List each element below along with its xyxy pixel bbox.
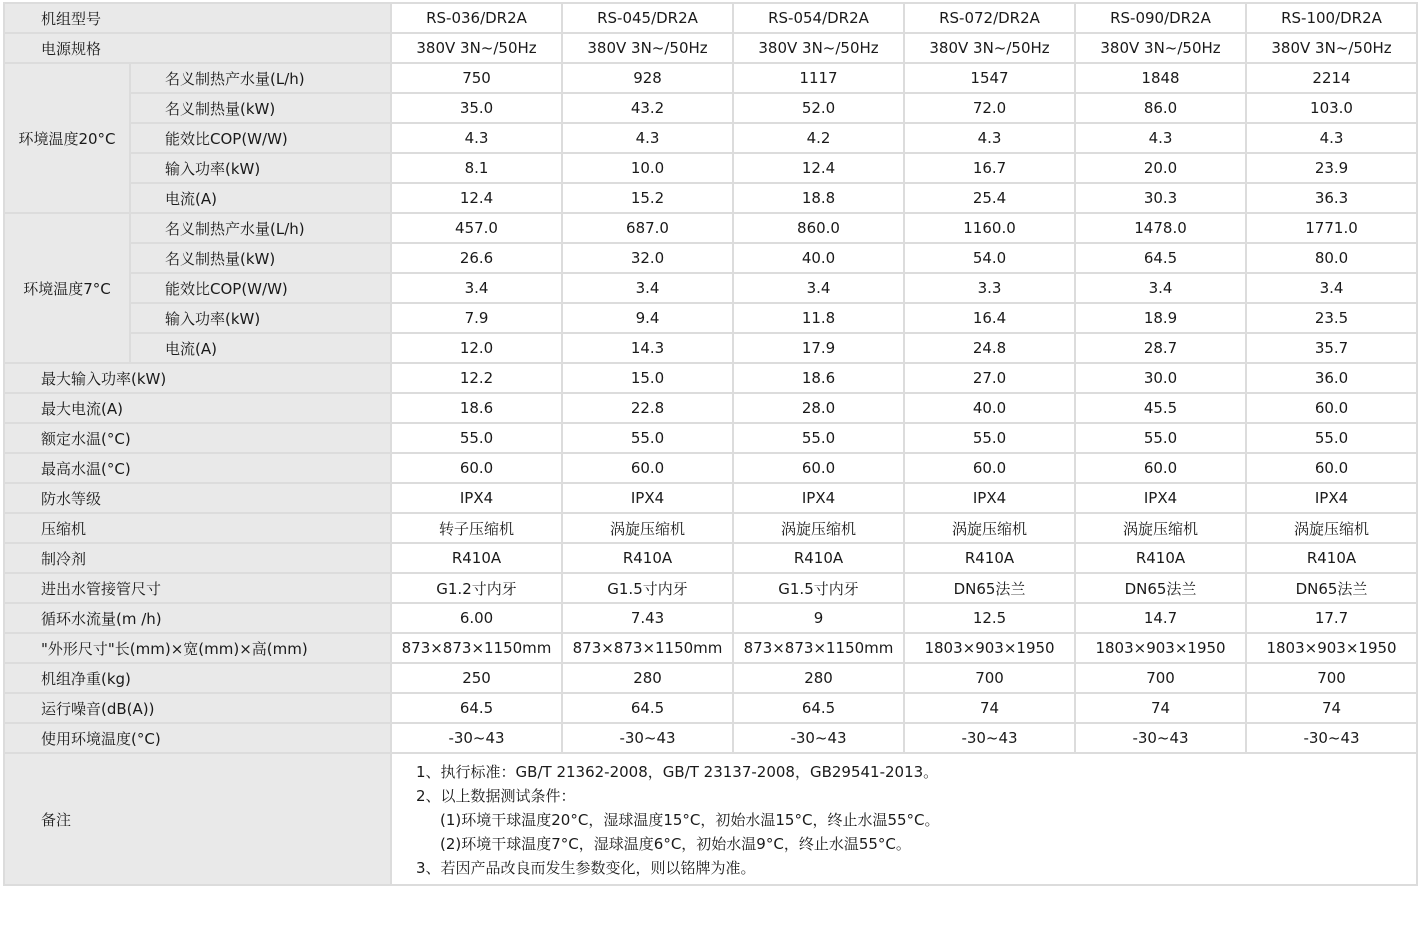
- value-cell: 28.0: [733, 393, 904, 423]
- value-cell: R410A: [733, 543, 904, 573]
- table-row: [4, 453, 1417, 483]
- row-label: 名义制热产水量(L/h): [130, 213, 391, 243]
- value-cell: G1.5寸内牙: [733, 573, 904, 603]
- value-cell: IPX4: [391, 483, 562, 513]
- table-row: [4, 213, 1417, 243]
- value-cell: 9.4: [562, 303, 733, 333]
- value-cell: 7.43: [562, 603, 733, 633]
- value-cell: 55.0: [391, 423, 562, 453]
- remark-line: 1、执行标准：GB/T 21362-2008，GB/T 23137-2008，GB29541-2013。: [416, 763, 939, 781]
- value-cell: 873×873×1150mm: [391, 633, 562, 663]
- value-cell: 20.0: [1075, 153, 1246, 183]
- row-label: 制冷剂: [4, 543, 391, 573]
- value-cell: 928: [562, 63, 733, 93]
- value-cell: 18.9: [1075, 303, 1246, 333]
- table-row: [4, 393, 1417, 423]
- value-cell: 55.0: [733, 423, 904, 453]
- table-row: [4, 3, 1417, 33]
- value-cell: 700: [1246, 663, 1417, 693]
- row-label: 压缩机: [4, 513, 391, 543]
- model-header-cell: RS-072/DR2A: [904, 3, 1075, 33]
- value-cell: 25.4: [904, 183, 1075, 213]
- value-cell: 280: [733, 663, 904, 693]
- model-header-cell: RS-045/DR2A: [562, 3, 733, 33]
- value-cell: 54.0: [904, 243, 1075, 273]
- value-cell: 74: [904, 693, 1075, 723]
- value-cell: 涡旋压缩机: [562, 513, 733, 543]
- remark-line: 2、以上数据测试条件：: [416, 787, 576, 805]
- value-cell: 64.5: [1075, 243, 1246, 273]
- value-cell: 60.0: [562, 453, 733, 483]
- value-cell: R410A: [904, 543, 1075, 573]
- value-cell: -30~43: [1075, 723, 1246, 753]
- table-row: [4, 183, 1417, 213]
- remarks-content: [391, 753, 1417, 885]
- row-label: 机组净重(kg): [4, 663, 391, 693]
- table-row: [4, 663, 1417, 693]
- value-cell: 3.4: [1246, 273, 1417, 303]
- value-cell: 860.0: [733, 213, 904, 243]
- value-cell: R410A: [1075, 543, 1246, 573]
- value-cell: 12.4: [733, 153, 904, 183]
- value-cell: 55.0: [1075, 423, 1246, 453]
- group-label: 环境温度7°C: [4, 213, 130, 363]
- table-row: [4, 693, 1417, 723]
- remark-line: (1)环境干球温度20°C，湿球温度15°C，初始水温15°C，终止水温55°C。: [440, 811, 940, 829]
- table-row: [4, 93, 1417, 123]
- value-cell: 60.0: [1246, 393, 1417, 423]
- value-cell: 457.0: [391, 213, 562, 243]
- value-cell: G1.2寸内牙: [391, 573, 562, 603]
- value-cell: 60.0: [1075, 453, 1246, 483]
- value-cell: R410A: [562, 543, 733, 573]
- value-cell: DN65法兰: [1246, 573, 1417, 603]
- table-row: [4, 723, 1417, 753]
- model-header-cell: RS-054/DR2A: [733, 3, 904, 33]
- row-label: 最大输入功率(kW): [4, 363, 391, 393]
- value-cell: IPX4: [1075, 483, 1246, 513]
- value-cell: 380V 3N~/50Hz: [562, 33, 733, 63]
- value-cell: 380V 3N~/50Hz: [1246, 33, 1417, 63]
- remark-line: 3、若因产品改良而发生参数变化，则以铭牌为准。: [416, 859, 756, 877]
- remarks-label: 备注: [4, 753, 391, 885]
- value-cell: 17.7: [1246, 603, 1417, 633]
- value-cell: 3.4: [562, 273, 733, 303]
- value-cell: -30~43: [391, 723, 562, 753]
- value-cell: 55.0: [1246, 423, 1417, 453]
- value-cell: 380V 3N~/50Hz: [904, 33, 1075, 63]
- value-cell: 27.0: [904, 363, 1075, 393]
- value-cell: 52.0: [733, 93, 904, 123]
- value-cell: 60.0: [904, 453, 1075, 483]
- row-label: 电流(A): [130, 183, 391, 213]
- value-cell: 30.0: [1075, 363, 1246, 393]
- row-label: 能效比COP(W/W): [130, 123, 391, 153]
- value-cell: 36.0: [1246, 363, 1417, 393]
- value-cell: 涡旋压缩机: [904, 513, 1075, 543]
- value-cell: -30~43: [562, 723, 733, 753]
- row-label: 名义制热量(kW): [130, 93, 391, 123]
- value-cell: 8.1: [391, 153, 562, 183]
- value-cell: 873×873×1150mm: [733, 633, 904, 663]
- table-row: [4, 333, 1417, 363]
- table-row: [4, 603, 1417, 633]
- model-header-cell: RS-100/DR2A: [1246, 3, 1417, 33]
- value-cell: 1771.0: [1246, 213, 1417, 243]
- value-cell: 64.5: [391, 693, 562, 723]
- value-cell: 15.2: [562, 183, 733, 213]
- value-cell: 12.4: [391, 183, 562, 213]
- value-cell: 380V 3N~/50Hz: [391, 33, 562, 63]
- table-row: [4, 33, 1417, 63]
- value-cell: 18.6: [733, 363, 904, 393]
- value-cell: 64.5: [733, 693, 904, 723]
- value-cell: -30~43: [1246, 723, 1417, 753]
- table-row: [4, 423, 1417, 453]
- row-label: 运行噪音(dB(A)): [4, 693, 391, 723]
- value-cell: 40.0: [733, 243, 904, 273]
- value-cell: 16.7: [904, 153, 1075, 183]
- row-label: 电流(A): [130, 333, 391, 363]
- table-row: [4, 243, 1417, 273]
- value-cell: 60.0: [733, 453, 904, 483]
- value-cell: 687.0: [562, 213, 733, 243]
- value-cell: 4.2: [733, 123, 904, 153]
- value-cell: 4.3: [1246, 123, 1417, 153]
- value-cell: DN65法兰: [904, 573, 1075, 603]
- table-row: [4, 573, 1417, 603]
- row-label: 进出水管接管尺寸: [4, 573, 391, 603]
- value-cell: 1547: [904, 63, 1075, 93]
- value-cell: 873×873×1150mm: [562, 633, 733, 663]
- value-cell: 涡旋压缩机: [1075, 513, 1246, 543]
- value-cell: 700: [904, 663, 1075, 693]
- value-cell: R410A: [1246, 543, 1417, 573]
- value-cell: 43.2: [562, 93, 733, 123]
- value-cell: G1.5寸内牙: [562, 573, 733, 603]
- value-cell: 24.8: [904, 333, 1075, 363]
- value-cell: 55.0: [904, 423, 1075, 453]
- value-cell: 14.3: [562, 333, 733, 363]
- row-label: 额定水温(°C): [4, 423, 391, 453]
- row-label: 输入功率(kW): [130, 153, 391, 183]
- value-cell: 380V 3N~/50Hz: [1075, 33, 1246, 63]
- value-cell: 涡旋压缩机: [1246, 513, 1417, 543]
- value-cell: 60.0: [1246, 453, 1417, 483]
- row-label: 使用环境温度(°C): [4, 723, 391, 753]
- value-cell: 55.0: [562, 423, 733, 453]
- value-cell: 23.9: [1246, 153, 1417, 183]
- value-cell: 380V 3N~/50Hz: [733, 33, 904, 63]
- value-cell: 35.7: [1246, 333, 1417, 363]
- value-cell: IPX4: [904, 483, 1075, 513]
- value-cell: 750: [391, 63, 562, 93]
- value-cell: -30~43: [904, 723, 1075, 753]
- value-cell: 40.0: [904, 393, 1075, 423]
- value-cell: 1803×903×1950: [904, 633, 1075, 663]
- spec-table-body: [4, 3, 1417, 885]
- row-label: 名义制热量(kW): [130, 243, 391, 273]
- row-label: 最大电流(A): [4, 393, 391, 423]
- value-cell: 4.3: [904, 123, 1075, 153]
- value-cell: 9: [733, 603, 904, 633]
- value-cell: 1803×903×1950: [1246, 633, 1417, 663]
- table-row: [4, 513, 1417, 543]
- table-row: [4, 543, 1417, 573]
- group-label: 环境温度20°C: [4, 63, 130, 213]
- value-cell: 3.4: [391, 273, 562, 303]
- spec-table: [3, 2, 1418, 886]
- value-cell: 14.7: [1075, 603, 1246, 633]
- value-cell: 4.3: [391, 123, 562, 153]
- value-cell: 250: [391, 663, 562, 693]
- row-label: 最高水温(°C): [4, 453, 391, 483]
- row-label: 输入功率(kW): [130, 303, 391, 333]
- table-row: [4, 63, 1417, 93]
- row-label: "外形尺寸"长(mm)×宽(mm)×高(mm): [4, 633, 391, 663]
- remark-line: (2)环境干球温度7°C，湿球温度6°C，初始水温9°C，终止水温55°C。: [440, 835, 911, 853]
- value-cell: R410A: [391, 543, 562, 573]
- value-cell: 36.3: [1246, 183, 1417, 213]
- value-cell: 1117: [733, 63, 904, 93]
- table-row: [4, 363, 1417, 393]
- value-cell: -30~43: [733, 723, 904, 753]
- value-cell: 22.8: [562, 393, 733, 423]
- value-cell: 74: [1075, 693, 1246, 723]
- value-cell: 1803×903×1950: [1075, 633, 1246, 663]
- value-cell: 1160.0: [904, 213, 1075, 243]
- value-cell: 700: [1075, 663, 1246, 693]
- value-cell: 4.3: [562, 123, 733, 153]
- value-cell: 10.0: [562, 153, 733, 183]
- remarks-row: [4, 753, 1417, 885]
- value-cell: 1478.0: [1075, 213, 1246, 243]
- value-cell: 7.9: [391, 303, 562, 333]
- value-cell: 3.3: [904, 273, 1075, 303]
- value-cell: 86.0: [1075, 93, 1246, 123]
- table-row: [4, 633, 1417, 663]
- value-cell: IPX4: [1246, 483, 1417, 513]
- value-cell: 12.0: [391, 333, 562, 363]
- value-cell: 11.8: [733, 303, 904, 333]
- value-cell: 3.4: [733, 273, 904, 303]
- value-cell: 28.7: [1075, 333, 1246, 363]
- value-cell: 12.5: [904, 603, 1075, 633]
- value-cell: 12.2: [391, 363, 562, 393]
- table-row: [4, 303, 1417, 333]
- value-cell: 30.3: [1075, 183, 1246, 213]
- value-cell: 3.4: [1075, 273, 1246, 303]
- value-cell: 103.0: [1246, 93, 1417, 123]
- value-cell: 涡旋压缩机: [733, 513, 904, 543]
- model-header-cell: RS-090/DR2A: [1075, 3, 1246, 33]
- value-cell: 18.6: [391, 393, 562, 423]
- value-cell: 17.9: [733, 333, 904, 363]
- model-header-cell: RS-036/DR2A: [391, 3, 562, 33]
- value-cell: DN65法兰: [1075, 573, 1246, 603]
- value-cell: IPX4: [562, 483, 733, 513]
- table-row: [4, 483, 1417, 513]
- value-cell: 32.0: [562, 243, 733, 273]
- row-label: 能效比COP(W/W): [130, 273, 391, 303]
- value-cell: 64.5: [562, 693, 733, 723]
- value-cell: 26.6: [391, 243, 562, 273]
- row-label: 循环水流量(m /h): [4, 603, 391, 633]
- value-cell: 280: [562, 663, 733, 693]
- value-cell: 80.0: [1246, 243, 1417, 273]
- value-cell: 转子压缩机: [391, 513, 562, 543]
- table-row: [4, 123, 1417, 153]
- table-row: [4, 153, 1417, 183]
- row-label: 名义制热产水量(L/h): [130, 63, 391, 93]
- value-cell: 35.0: [391, 93, 562, 123]
- value-cell: 74: [1246, 693, 1417, 723]
- value-cell: 16.4: [904, 303, 1075, 333]
- value-cell: 2214: [1246, 63, 1417, 93]
- table-row: [4, 273, 1417, 303]
- value-cell: 18.8: [733, 183, 904, 213]
- value-cell: 6.00: [391, 603, 562, 633]
- value-cell: IPX4: [733, 483, 904, 513]
- value-cell: 72.0: [904, 93, 1075, 123]
- value-cell: 60.0: [391, 453, 562, 483]
- row-label: 防水等级: [4, 483, 391, 513]
- value-cell: 4.3: [1075, 123, 1246, 153]
- value-cell: 1848: [1075, 63, 1246, 93]
- row-label: 电源规格: [4, 33, 391, 63]
- row-label: 机组型号: [4, 3, 391, 33]
- value-cell: 45.5: [1075, 393, 1246, 423]
- value-cell: 15.0: [562, 363, 733, 393]
- value-cell: 23.5: [1246, 303, 1417, 333]
